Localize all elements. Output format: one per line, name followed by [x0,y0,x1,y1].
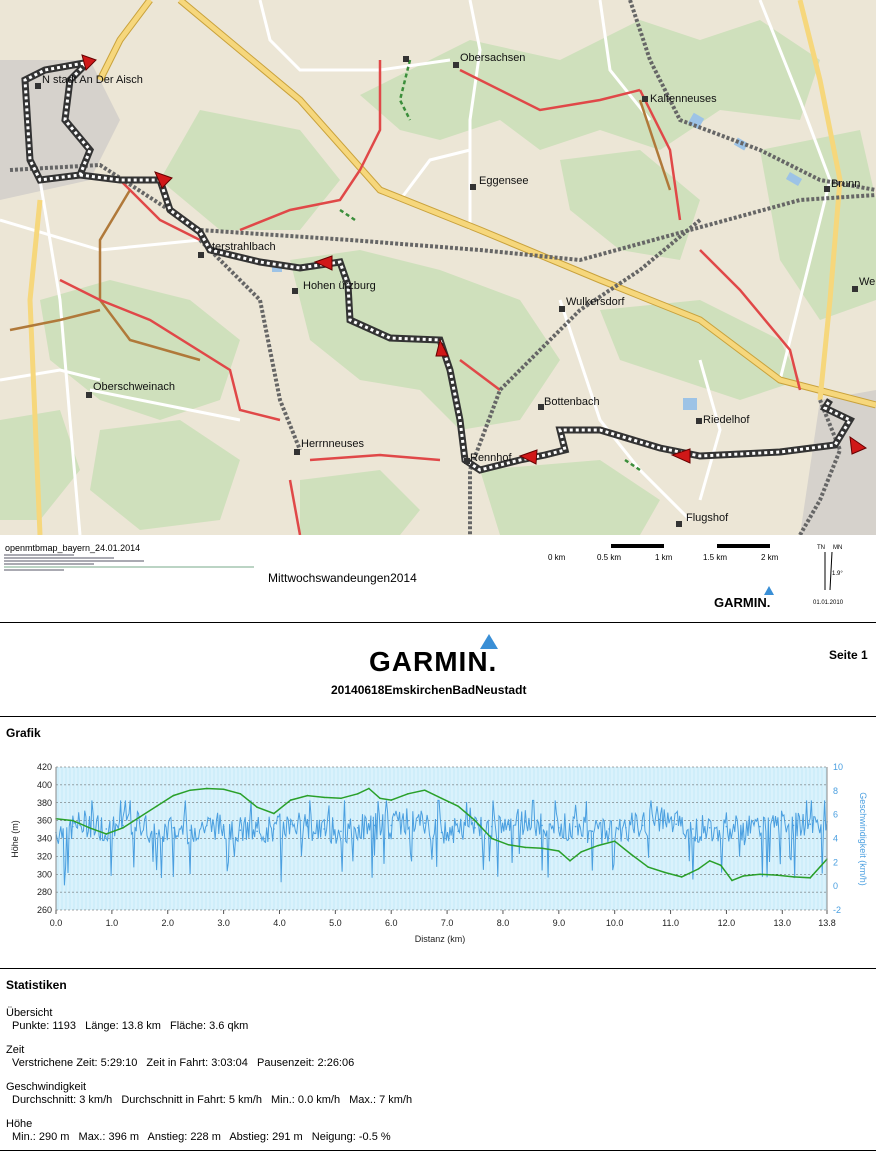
place-label[interactable]: N stadt An Der Aisch [42,74,143,86]
y-tick-right: 4 [833,833,839,844]
stat-area: Fläche: 3.6 qkm [169,1020,249,1032]
x-axis-label: Distanz (km) [414,934,466,944]
y-tick-right: 0 [833,881,839,892]
x-tick: 9.0 [552,918,566,928]
place-marker [403,56,409,62]
y-tick-left: 420 [36,762,52,772]
elevation-point [681,876,683,878]
x-tick: 5.0 [329,918,342,928]
elevation-point [742,875,744,877]
speed-point [541,825,543,827]
elevation-point [173,795,175,797]
stat-pause-time: Pausenzeit: 2:26:06 [256,1057,355,1069]
divider [0,968,876,969]
elevation-point [240,793,242,795]
speed-point [491,826,493,828]
elevation-point [720,865,722,867]
y-tick-left: 260 [36,905,52,915]
stat-points: Punkte: 1193 [12,1020,77,1032]
stat-elapsed: Verstrichene Zeit: 5:29:10 [12,1057,138,1069]
speed-point [809,823,811,825]
x-tick: 13.0 [773,918,792,928]
speed-point [575,826,577,828]
elevation-point [357,793,359,795]
place-label[interactable]: Hohen ürzburg [303,280,376,292]
speed-point [759,826,761,828]
speed-point [89,822,91,824]
x-tick: 3.0 [217,918,230,928]
elevation-point [580,851,582,853]
stat-max-speed: Max.: 7 km/h [349,1094,413,1106]
elevation-point [273,813,275,815]
place-marker [86,392,92,398]
speed-point [592,831,594,833]
elevation-point [122,827,124,829]
y-tick-right: 6 [833,809,839,820]
place-marker [198,252,204,258]
place-marker [559,306,565,312]
place-marker [292,288,298,294]
stat-grade: Neigung: -0.5 % [311,1131,391,1143]
place-marker [676,521,682,527]
x-tick: 8.0 [496,918,510,928]
place-marker [696,418,702,424]
elevation-point [424,789,426,791]
x-tick: 0.0 [49,918,63,928]
speed-point [307,826,309,828]
scale-label: 0.5 km [597,553,622,562]
track-name: 20140618EmskirchenBadNeustadt [331,683,527,697]
map-date: 01.01.2010 [813,600,844,606]
place-label[interactable]: Eggensee [479,175,529,187]
elevation-point [809,877,811,879]
elevation-point [631,854,633,856]
map-legend-fineprint [4,553,254,573]
elevation-point [223,789,225,791]
elevation-point [491,838,493,840]
garmin-logo: GARMIN. [369,646,498,677]
speed-point [457,831,459,833]
elevation-point [541,848,543,850]
y-tick-right: 2 [833,857,839,868]
place-label[interactable]: We [859,276,876,288]
x-tick: 13.8 [818,918,836,928]
page-number: Seite 1 [829,648,868,662]
x-tick: 11.0 [662,918,679,928]
place-label[interactable]: Obersachsen [460,52,526,64]
place-marker [35,83,41,89]
stats-overview-values [12,1020,254,1032]
elevation-point [105,833,107,835]
place-label[interactable]: Herrnneuses [301,438,364,450]
stats-title: Statistiken [6,978,67,992]
speed-point [290,823,292,825]
elevation-point [569,860,571,862]
x-tick: 2.0 [161,918,174,928]
speed-point [357,827,359,829]
elevation-point [731,880,733,882]
elevation-point [290,799,292,801]
speed-point [558,827,560,829]
x-tick: 10.0 [605,918,624,928]
stats-speed-heading: Geschwindigkeit [6,1081,87,1093]
place-label[interactable]: Flugshof [686,512,729,524]
speed-point [122,825,124,827]
y-tick-right: 8 [833,785,839,796]
speed-point [273,828,275,830]
stats-speed-values [12,1094,418,1106]
place-label[interactable]: Rennhof [470,452,512,464]
speed-point [340,831,342,833]
y-tick-left: 340 [36,833,52,844]
y-axis-left-label: Höhe (m) [10,820,20,858]
speed-point [659,819,661,821]
speed-point [72,826,74,828]
elevation-point [368,788,370,790]
grafik-title: Grafik [6,726,41,740]
speed-point [240,829,242,831]
elevation-point [72,820,74,822]
place-label[interactable]: Oberschweinach [93,381,175,393]
elevation-point [441,797,443,799]
stats-height-heading: Höhe [6,1118,33,1130]
elevation-point [89,827,91,829]
stats-time-heading: Zeit [6,1044,25,1056]
x-tick: 6.0 [384,918,398,928]
elevation-point [206,788,208,790]
north-magnetic-label: MN [833,545,843,551]
x-tick: 1.0 [105,918,119,928]
place-label[interactable]: Brunn [831,178,861,190]
y-axis-right-label: Geschwindigkeit (km/h) [858,792,868,886]
speed-point [726,826,728,828]
elevation-speed-chart[interactable] [0,755,876,955]
speed-point [424,822,426,824]
elevation-point [474,820,476,822]
speed-point [625,827,627,829]
stat-avg-speed: Durchschnitt: 3 km/h [12,1094,113,1106]
speed-point [374,825,376,827]
elevation-point [139,816,141,818]
stats-height-values [12,1131,397,1143]
place-marker [470,184,476,190]
elevation-point [390,799,392,801]
stat-ascent: Anstieg: 228 m [147,1131,221,1143]
scale-label: 1 km [655,553,673,562]
stats-time-values [12,1057,360,1069]
elevation-point [793,876,795,878]
y-tick-left: 360 [36,815,52,826]
place-marker [824,186,830,192]
speed-point [206,825,208,827]
speed-point [390,825,392,827]
place-label[interactable]: Riedelhof [703,414,750,426]
y-tick-left: 400 [36,779,52,790]
map-source-label: openmtbmap_bayern_24.01.2014 [5,543,141,553]
elevation-point [709,860,711,862]
scale-label: 0 km [548,553,566,562]
place-marker [453,62,459,68]
elevation-point [525,847,527,849]
place-label[interactable]: Wulkersdorf [566,296,625,308]
scale-label: 1.5 km [703,553,728,562]
x-tick: 12.0 [717,918,736,928]
elevation-point [307,795,309,797]
stat-moving-time: Zeit in Fahrt: 3:03:04 [146,1057,248,1069]
y-tick-left: 320 [36,851,52,862]
speed-point [608,828,610,830]
speed-point [407,820,409,822]
divider [0,1150,876,1151]
elevation-point [664,872,666,874]
y-tick-left: 300 [36,869,52,880]
y-tick-left: 280 [36,887,52,898]
speed-point [642,825,644,827]
speed-point [675,823,677,825]
elevation-point [698,868,700,870]
elevation-point [776,874,778,876]
place-label[interactable]: terstrahlbach [212,241,276,253]
scale-label: 2 km [761,553,779,562]
garmin-logo-small: GARMIN. [714,595,771,610]
elevation-point [156,806,158,808]
elevation-point [759,873,761,875]
stat-length: Länge: 13.8 km [85,1020,161,1032]
map-view[interactable] [0,0,876,535]
elevation-point [407,793,409,795]
divider [0,622,876,623]
elevation-point [457,806,459,808]
speed-point [256,831,258,833]
stat-descent: Abstieg: 291 m [229,1131,303,1143]
elevation-point [614,840,616,842]
x-tick: 7.0 [440,918,454,928]
speed-point [474,827,476,829]
declination-label: 1.9° [832,571,843,577]
speed-point [441,832,443,834]
place-marker [642,96,648,102]
elevation-point [647,866,649,868]
y-tick-right: 10 [833,762,844,772]
x-tick: 4.0 [273,918,286,928]
stat-avg-moving-speed: Durchschnitt in Fahrt: 5 km/h [121,1094,262,1106]
speed-point [692,828,694,830]
elevation-point [597,845,599,847]
place-marker [852,286,858,292]
speed-point [793,825,795,827]
stat-max-height: Max.: 396 m [78,1131,140,1143]
speed-point [323,828,325,830]
speed-point [525,821,527,823]
speed-point [776,823,778,825]
place-label[interactable]: Bottenbach [544,396,600,408]
elevation-point [323,797,325,799]
elevation-point [558,850,560,852]
place-marker [294,449,300,455]
y-tick-right: -2 [833,905,842,915]
stats-overview-heading: Übersicht [6,1007,53,1019]
stat-min-speed: Min.: 0.0 km/h [271,1094,341,1106]
y-tick-left: 380 [36,797,52,808]
elevation-point [508,844,510,846]
speed-point [742,831,744,833]
place-label[interactable]: Kaltenneuses [650,93,717,105]
speed-point [508,823,510,825]
divider [0,716,876,717]
speed-point [156,833,158,835]
map-title: Mittwochswandeungen2014 [268,571,417,585]
elevation-point [189,789,191,791]
elevation-point [256,806,258,808]
speed-point [709,827,711,829]
speed-point [189,829,191,831]
stat-min-height: Min.: 290 m [12,1131,70,1143]
speed-point [173,827,175,829]
speed-point [105,828,107,830]
north-true-label: TN [817,545,825,551]
elevation-point [379,797,381,799]
speed-point [139,822,141,824]
speed-point [223,826,225,828]
elevation-point [340,797,342,799]
